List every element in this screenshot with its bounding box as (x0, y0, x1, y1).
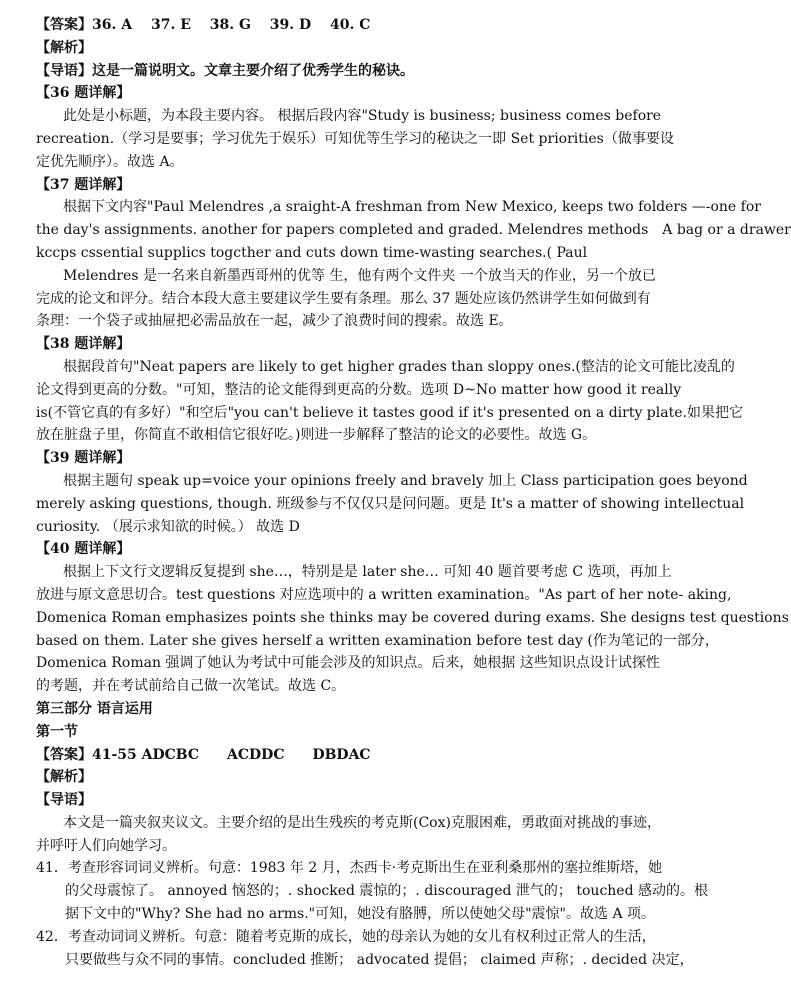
text-line: is(不管它真的有多好）"和空后"you can't believe it tastes good if it's presented on a dirty plate.如果把它 (36, 404, 743, 421)
text-line: 【38 题详解】 (36, 336, 131, 353)
text-line: 论文得到更高的分数。"可知，整洁的论文能得到更高的分数。选项 D~No matter how good it really (36, 381, 682, 398)
text-line: 本文是一篇夹叙夹议文。主要介绍的是出生残疾的考克斯(Cox)克服困难，勇敢面对挑战的事迹， (63, 814, 661, 831)
text-line: Domenica Roman 强调了她认为考试中可能会涉及的知识点。后来，她根据 这些知识点设计试探性 (36, 655, 660, 672)
text-line: 41．考查形容词词义辨析。句意：1983 年 2 月，杰西卡·考克斯出生在亚利桑那州的塞拉维斯塔，她 (36, 860, 663, 877)
text-line: based on them. Later she gives herself a written examination before test day (作为笔记的一部分， (36, 632, 719, 649)
text-line: 此处是小标题，为本段主要内容。 根据后段内容"Study is business; business comes before (63, 108, 662, 125)
text-line: 【答案】41-55 ADCBC ACDDC DBDAC (36, 746, 371, 763)
text-line: 【39 题详解】 (36, 450, 131, 467)
text-line: curiosity. （展示求知欲的时候。） 故选 D (36, 518, 300, 535)
text-line: merely asking questions, though. 班级参与不仅仅只是问问题。更是 It's a matter of showing intellectual (36, 495, 745, 512)
text-line: 只要做些与众不同的事情。concluded 推断； advocated 提倡； claimed 声称；. decided 决定， (65, 951, 694, 968)
text-line: 放在脏盘子里，你简直不敢相信它很好吃。)则进一步解释了整洁的论文的必要性。故选 G。 (36, 427, 597, 444)
text-line: 的考题，并在考试前给自己做一次笔试。故选 C。 (36, 678, 346, 695)
text-line: 根据主题句 speak up=voice your opinions freely and bravely 加上 Class participation goes beyond (63, 472, 748, 489)
text-line: 的父母震惊了。 annoyed 恼怒的；. shocked 震惊的；. discouraged 泄气的； touched 感动的。根 (65, 883, 709, 900)
text-line: 【解析】 (36, 769, 92, 786)
text-line: 【导语】这是一篇说明文。文章主要介绍了优秀学生的秘诀。 (36, 62, 414, 79)
text-line: 完成的论文和评分。结合本段大意主要建议学生要有条理。那么 37 题处应该仍然讲学生如何做到有 (36, 290, 651, 307)
text-line: recreation.（学习是要事；学习优先于娱乐）可知优等生学习的秘诀之一即 Set priorities（做事要设 (36, 130, 674, 147)
text-line: 放进与原文意思切合。test questions 对应选项中的 a written examination。"As part of her note- aking, (36, 586, 732, 603)
text-line: 【导语】 (36, 792, 92, 809)
text-line: 【37 题详解】 (36, 176, 131, 193)
text-line: 条理：一个袋子或抽屉把必需品放在一起，减少了浪费时间的搜索。故选 E。 (36, 313, 513, 330)
text-line: 根据下文内容"Paul Melendres ,a sraight-A freshman from New Mexico, keeps two folders —-one for (63, 199, 761, 216)
text-line: 第一节 (36, 723, 78, 740)
text-line: 【解析】 (36, 39, 92, 56)
text-line: 根据上下文行文逻辑反复提到 she…，特别是是 later she… 可知 40 题首要考虑 C 选项，再加上 (63, 564, 672, 581)
text-line: 【答案】36. A 37. E 38. G 39. D 40. C (36, 17, 371, 33)
text-line: 根据段首句"Neat papers are likely to get higher grades than sloppy ones.(整洁的论文可能比凌乱的 (63, 358, 735, 375)
text-line: 42．考查动词词义辨析。句意：随着考克斯的成长，她的母亲认为她的女儿有权利过正常人的生活， (36, 928, 656, 945)
text-line: kccps cssential supplics togcther and cuts down time-wasting searches.( Paul (36, 244, 588, 261)
text-line: 第三部分 语言运用 (36, 700, 153, 717)
text-line: the day's assignments. another for papers completed and graded. Melendres methods A bag or a drawer (36, 222, 791, 239)
text-line: 据下文中的"Why? She had no arms."可知，她没有胳膊，所以使她父母"震惊"。故选 A 项。 (65, 906, 656, 923)
text-line: 并呼吁人们向她学习。 (36, 837, 176, 854)
text-line: Domenica Roman emphasizes points she thinks may be covered during exams. She designs test questions (36, 609, 789, 626)
text-line: 定优先顺序）。故选 A。 (36, 153, 184, 170)
text-line: 【40 题详解】 (36, 541, 131, 558)
text-line: 【36 题详解】 (36, 85, 131, 102)
text-line: Melendres 是一名来自新墨西哥州的优等 生，他有两个文件夹 一个放当天的作业，另一个放已 (63, 267, 656, 284)
